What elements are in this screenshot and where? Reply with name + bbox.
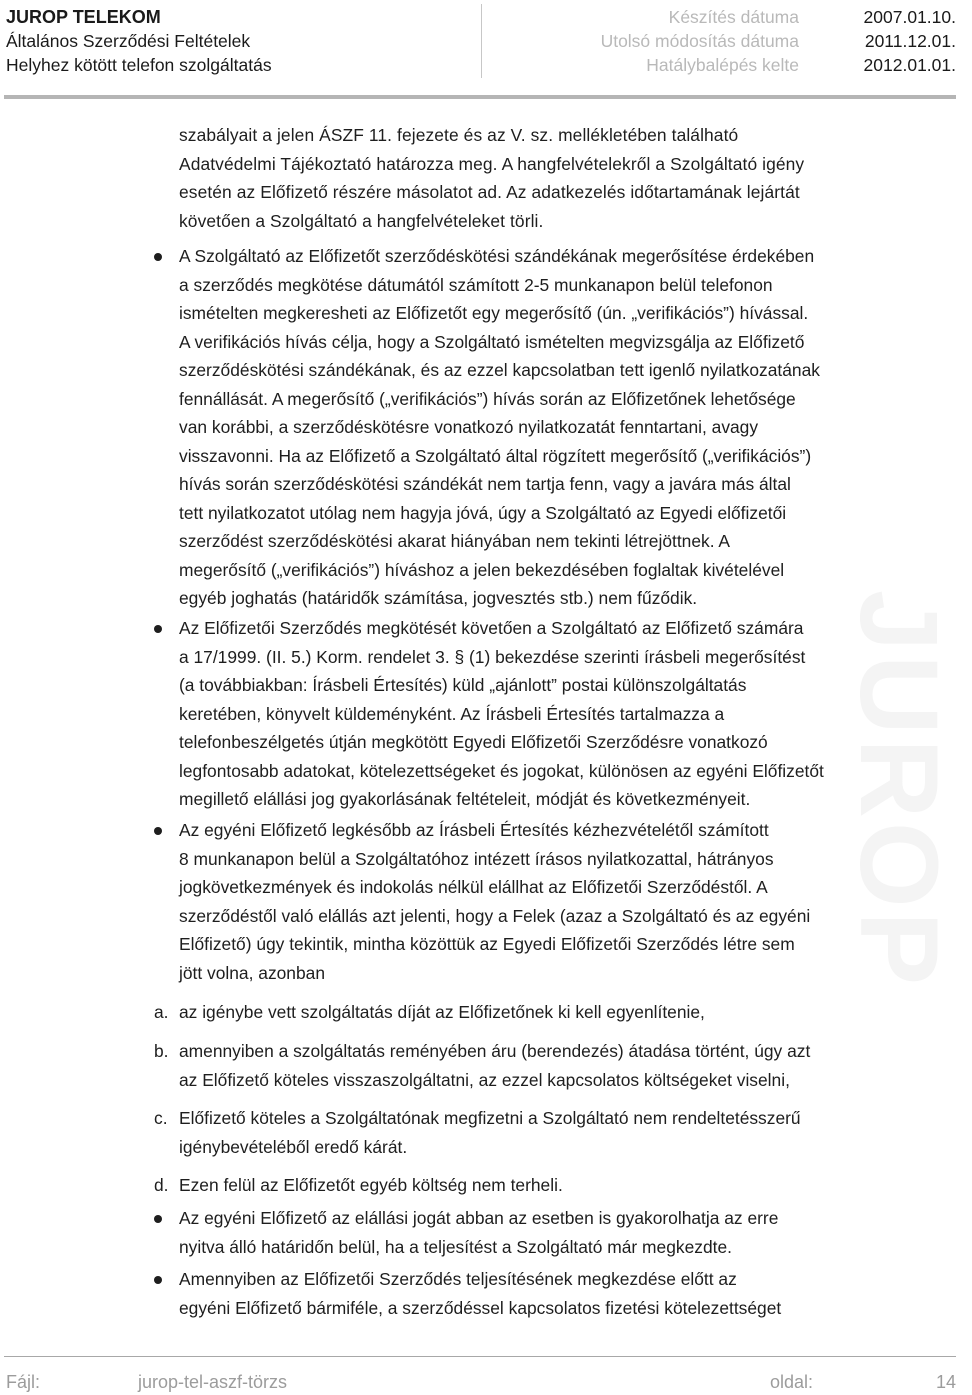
text-line: Előfizető) úgy tekintik, mintha közöttük az Egyedi Előfizetői Szerződés létre sem [179, 934, 795, 954]
modified-date-value: 2011.12.01. [864, 31, 956, 51]
text-line: amennyiben a szolgáltatás reményében áru (berendezés) átadása történt, úgy azt [179, 1041, 811, 1061]
text-line: ismételten megkeresheti az Előfizetőt egy megerősítő (ún. „verifikációs”) hívással. [179, 303, 809, 323]
list-marker-c: c. [154, 1108, 168, 1128]
text-line: Adatvédelmi Tájékoztató határozza meg. A hangfelvételekről a Szolgáltató igény [179, 153, 805, 174]
text-line: van korábbi, a szerződéskötésre vonatkozó nyilatkozatát fenntartani, avagy [179, 417, 759, 437]
date-values [812, 5, 956, 77]
footer-rule [4, 1356, 956, 1357]
text-line: Az egyéni Előfizető az elállási jogát abban az esetben is gyakorolhatja az erre [179, 1208, 779, 1228]
bullet-paragraph-performance-started [179, 1204, 960, 1261]
text-line: megillető elállási jog gyakorlásának feltételeit, módját és következményeit. [179, 789, 751, 809]
footer-file-name: jurop-tel-aszf-törzs [138, 1372, 288, 1392]
list-item-c [179, 1104, 960, 1161]
document-subtitle: Helyhez kötött telefon szolgáltatás [6, 55, 272, 75]
text-line: jogkövetkezmények és indokolás nélkül elállhat az Előfizetői Szerződéstől. A [179, 877, 768, 897]
bullet-marker [154, 1215, 162, 1223]
intro-paragraph [179, 121, 960, 235]
text-line: nyitva álló határidőn belül, ha a teljesítést a Szolgáltató már megkezdte. [179, 1236, 732, 1257]
watermark-text: JUROP [837, 590, 960, 989]
header-rule [4, 95, 956, 99]
date-labels [554, 5, 799, 77]
bullet-marker [154, 827, 162, 835]
text-line: Amennyiben az Előfizetői Szerződés teljesítésének megkezdése előtt az [179, 1269, 737, 1289]
text-line: Ezen felül az Előfizetőt egyéb költség nem terheli. [179, 1175, 563, 1195]
text-line: szerződéskötési szándékának, és az ezzel kapcsolatban tett igenlő nyilatkozatának [179, 360, 820, 380]
modified-date-label: Utolsó módosítás dátuma [600, 31, 799, 51]
list-marker-d: d. [154, 1175, 169, 1195]
text-line: jött volna, azonban [179, 962, 325, 983]
bullet-paragraph-withdrawal [179, 816, 960, 987]
bullet-marker [154, 1276, 162, 1284]
text-line: szerződéstől való elállás azt jelenti, hogy a Felek (azaz a Szolgáltató és az egyéni [179, 905, 811, 926]
text-line: megerősítő („verifikációs”) híváshoz a jelen bekezdésében foglaltak kivételével [179, 559, 785, 580]
text-line: fennállását. A megerősítő („verifikációs”) hívás során az Előfizetőnek lehetősége [179, 388, 796, 409]
bullet-paragraph-payment [179, 1265, 960, 1322]
text-line: hívás során szerződéskötési szándékát nem tartja fenn, vagy a javára más által [179, 474, 791, 494]
text-line: 8 munkanapon belül a Szolgáltatóhoz intézett írásos nyilatkozattal, hátrányos [179, 848, 774, 869]
text-line: egyéb joghatás (határidők számítása, jogvesztés stb.) nem fűződik. [179, 588, 698, 608]
text-line: az Előfizető köteles visszaszolgáltatni, az ezzel kapcsolatos költségeket viselni, [179, 1069, 790, 1090]
text-line: szabályait a jelen ÁSZF 11. fejezete és az V. sz. mellékletében található [179, 125, 739, 145]
footer-file-label: Fájl: [6, 1372, 41, 1392]
text-line: keretében, könyvelt küldeményként. Az Írásbeli Értesítés tartalmazza a [179, 703, 725, 724]
bullet-marker [154, 625, 162, 633]
list-item-d [179, 1171, 960, 1200]
text-line: az igénybe vett szolgáltatás díját az Előfizetőnek ki kell egyenlítenie, [179, 1002, 705, 1022]
text-line: a szerződés megkötése dátumától számított 2-5 munkanapon belül telefonon [179, 274, 773, 295]
text-line: a 17/1999. (II. 5.) Korm. rendelet 3. § (1) bekezdése szerinti írásbeli megerősítést [179, 646, 806, 667]
text-line: legfontosabb adatokat, kötelezettségeket és jogokat, különösen az egyéni Előfizetőt [179, 760, 824, 781]
text-line: A verifikációs hívás célja, hogy a Szolgáltató ismételten megvizsgálja az Előfizető [179, 331, 805, 352]
text-line: telefonbeszélgetés útján megkötött Egyedi Előfizetői Szerződésre vonatkozó [179, 732, 768, 752]
bullet-marker [154, 253, 162, 261]
text-line: Az Előfizetői Szerződés megkötését követően a Szolgáltató az Előfizető számára [179, 618, 804, 638]
footer-page-label: oldal: [770, 1372, 814, 1392]
text-line: tett nyilatkozatot utólag nem hagyja jóvá, úgy a Szolgáltató az Egyedi előfizetői [179, 502, 787, 523]
text-line: visszavonni. Ha az Előfizető a Szolgáltató által rögzített megerősítő („verifikációs”) [179, 445, 812, 466]
text-line: A Szolgáltató az Előfizetőt szerződéskötési szándékának megerősítése érdekében [179, 246, 815, 266]
bullet-paragraph-verification [179, 242, 960, 613]
effective-date-label: Hatálybalépés kelte [646, 55, 799, 75]
text-line: (a továbbiakban: Írásbeli Értesítés) küld „ajánlott” postai különszolgáltatás [179, 675, 747, 695]
created-date-label: Készítés dátuma [668, 7, 799, 27]
document-header [6, 5, 476, 77]
document-title: Általános Szerződési Feltételek [6, 31, 251, 51]
created-date-value: 2007.01.10. [863, 7, 956, 27]
text-line: szerződést szerződéskötési akarat hiányában nem tekinti létrejöttnek. A [179, 531, 730, 551]
bullet-paragraph-written-notice [179, 614, 960, 814]
list-marker-a: a. [154, 1002, 169, 1022]
footer-page-number: 14 [936, 1372, 957, 1392]
list-marker-b: b. [154, 1041, 169, 1061]
text-line: Az egyéni Előfizető legkésőbb az Írásbeli Értesítés kézhezvételétől számított [179, 820, 769, 840]
company-name: JUROP TELEKOM [6, 7, 161, 27]
list-item-a [179, 998, 960, 1027]
list-item-b [179, 1037, 960, 1094]
header-divider [481, 4, 482, 78]
text-line: követően a Szolgáltató a hangfelvételeket törli. [179, 210, 544, 231]
text-line: igénybevételéből eredő kárát. [179, 1136, 408, 1157]
text-line: esetén az Előfizető részére másolatot ad. Az adatkezelés időtartamának lejártát [179, 182, 800, 202]
effective-date-value: 2012.01.01. [863, 55, 956, 75]
text-line: egyéni Előfizető bármiféle, a szerződéssel kapcsolatos fizetési kötelezettséget [179, 1297, 782, 1318]
text-line: Előfizető köteles a Szolgáltatónak megfizetni a Szolgáltató nem rendeltetésszerű [179, 1108, 801, 1128]
